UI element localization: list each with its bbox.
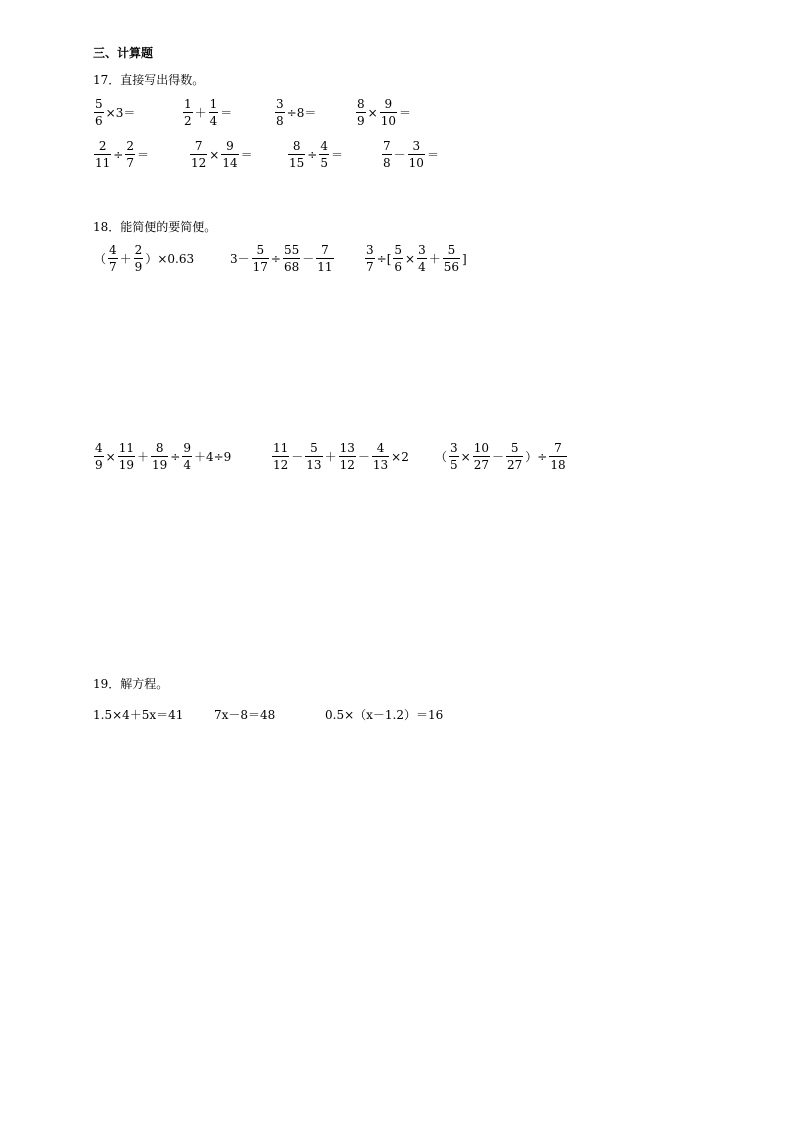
denominator: 12 <box>339 458 355 472</box>
operator: ＝ <box>220 105 233 120</box>
operator: ＋ <box>428 251 441 266</box>
fraction <box>94 140 111 169</box>
denominator: 7 <box>109 260 117 274</box>
operator: ＋ <box>136 449 149 464</box>
numerator: 10 <box>473 441 489 455</box>
numerator: 3 <box>412 139 421 153</box>
numerator: 3 <box>450 441 458 455</box>
fraction <box>506 442 523 471</box>
fraction <box>151 442 168 471</box>
numerator: 3 <box>276 97 284 111</box>
fraction <box>408 140 425 169</box>
numerator: 4 <box>109 243 117 257</box>
operator: ] <box>462 251 467 266</box>
numerator: 7 <box>554 441 562 455</box>
operator: ×3＝ <box>105 105 136 120</box>
fraction <box>221 140 238 169</box>
denominator: 10 <box>380 114 396 128</box>
fraction <box>443 244 460 273</box>
denominator: 13 <box>372 458 389 472</box>
q17-title: 17．直接写出得数。 <box>93 73 205 87</box>
fraction <box>393 244 403 273</box>
numerator: 2 <box>98 139 107 153</box>
operator: ×2 <box>391 449 409 464</box>
numerator: 11 <box>118 441 134 455</box>
operator: － <box>393 147 406 162</box>
fraction <box>382 140 392 169</box>
denominator: 56 <box>443 260 460 274</box>
numerator: 3 <box>418 243 426 257</box>
fraction <box>473 442 490 471</box>
operator: ）×0.63 <box>145 251 195 266</box>
denominator: 12 <box>191 156 207 170</box>
numerator: 4 <box>376 441 385 455</box>
denominator: 11 <box>317 260 333 274</box>
numerator: 5 <box>310 441 318 455</box>
operator: ＋4÷9 <box>193 449 232 464</box>
q17-expr-7 <box>287 140 344 169</box>
operator: ＋ <box>119 251 132 266</box>
denominator: 10 <box>408 156 424 170</box>
q17-expr-3 <box>274 98 317 127</box>
q17-expr-8 <box>381 140 440 169</box>
fraction <box>94 442 104 471</box>
denominator: 4 <box>183 458 191 472</box>
numerator: 11 <box>273 441 289 455</box>
q18-expr-3 <box>364 244 468 273</box>
numerator: 7 <box>321 243 329 257</box>
denominator: 27 <box>507 458 523 472</box>
q18-expr-4 <box>93 442 232 471</box>
equation-2: 7x－8＝48 <box>214 708 276 722</box>
fraction <box>190 140 207 169</box>
q17-expr-2 <box>182 98 233 127</box>
numerator: 5 <box>510 441 519 455</box>
fraction <box>372 442 389 471</box>
denominator: 6 <box>95 114 103 128</box>
q18-title: 18．能简便的要简便。 <box>93 220 217 234</box>
equation-3: 0.5×（x－1.2）＝16 <box>325 708 444 722</box>
operator: × <box>105 449 116 464</box>
denominator: 19 <box>118 458 134 472</box>
denominator: 15 <box>289 156 305 170</box>
fraction <box>134 244 144 273</box>
fraction <box>305 442 322 471</box>
q18-expr-2 <box>229 244 335 273</box>
operator: × <box>405 251 416 266</box>
operator: ÷ <box>113 147 124 162</box>
numerator: 8 <box>155 441 164 455</box>
operator: ÷ <box>170 449 181 464</box>
numerator: 9 <box>226 139 234 153</box>
operator: ＝ <box>398 105 411 120</box>
fraction <box>283 244 300 273</box>
denominator: 68 <box>283 260 300 274</box>
operator: － <box>357 449 370 464</box>
operator: × <box>460 449 471 464</box>
operator: ＋ <box>324 449 337 464</box>
numerator: 2 <box>134 243 143 257</box>
fraction <box>417 244 427 273</box>
operator: ÷8＝ <box>286 105 317 120</box>
operator: － <box>492 449 505 464</box>
numerator: 9 <box>384 97 393 111</box>
denominator: 9 <box>134 260 143 274</box>
q17-expr-6 <box>189 140 254 169</box>
fraction <box>118 442 135 471</box>
operator: （ <box>94 251 107 266</box>
q17-expr-1 <box>93 98 136 127</box>
fraction <box>183 98 193 127</box>
denominator: 6 <box>394 260 403 274</box>
numerator: 13 <box>339 441 355 455</box>
fraction <box>365 244 375 273</box>
q18-expr-6 <box>434 442 568 471</box>
numerator: 9 <box>183 441 191 455</box>
operator: ÷[ <box>376 251 392 266</box>
operator: ＝ <box>330 147 343 162</box>
fraction <box>339 442 356 471</box>
operator: 3－ <box>230 251 250 266</box>
denominator: 8 <box>276 114 284 128</box>
denominator: 14 <box>222 156 238 170</box>
numerator: 5 <box>95 97 103 111</box>
denominator: 8 <box>383 156 391 170</box>
denominator: 18 <box>550 458 566 472</box>
numerator: 5 <box>447 243 456 257</box>
denominator: 9 <box>95 458 103 472</box>
fraction <box>449 442 459 471</box>
operator: ＋ <box>194 105 207 120</box>
fraction <box>272 442 289 471</box>
denominator: 17 <box>252 260 268 274</box>
numerator: 4 <box>95 441 103 455</box>
q17-expr-5 <box>93 140 150 169</box>
denominator: 5 <box>320 156 328 170</box>
operator: ÷ <box>307 147 318 162</box>
fraction <box>108 244 118 273</box>
numerator: 1 <box>209 97 218 111</box>
equation-1: 1.5×4＋5x＝41 <box>93 708 184 722</box>
q18-expr-1 <box>93 244 195 273</box>
denominator: 4 <box>209 114 218 128</box>
fraction <box>319 140 329 169</box>
operator: ÷ <box>270 251 281 266</box>
denominator: 7 <box>126 156 134 170</box>
fraction <box>356 98 366 127</box>
operator: ＝ <box>136 147 149 162</box>
numerator: 7 <box>383 139 391 153</box>
fraction <box>125 140 135 169</box>
denominator: 5 <box>450 458 458 472</box>
q19-title: 19．解方程。 <box>93 677 169 691</box>
denominator: 12 <box>273 458 289 472</box>
denominator: 9 <box>357 114 365 128</box>
operator: ＝ <box>240 147 253 162</box>
numerator: 55 <box>283 243 300 257</box>
numerator: 5 <box>394 243 403 257</box>
q18-expr-5 <box>271 442 410 471</box>
fraction <box>549 442 566 471</box>
fraction <box>380 98 397 127</box>
denominator: 27 <box>473 458 489 472</box>
numerator: 8 <box>292 139 301 153</box>
operator: ＝ <box>426 147 439 162</box>
operator: － <box>302 251 315 266</box>
operator: × <box>367 105 378 120</box>
operator: （ <box>435 449 448 464</box>
numerator: 4 <box>320 139 328 153</box>
numerator: 3 <box>366 243 374 257</box>
section-title: 三、计算题 <box>93 46 154 60</box>
fraction <box>182 442 192 471</box>
operator: × <box>209 147 220 162</box>
fraction <box>288 140 305 169</box>
denominator: 19 <box>152 458 168 472</box>
numerator: 2 <box>126 139 134 153</box>
fraction <box>275 98 285 127</box>
denominator: 4 <box>418 260 426 274</box>
numerator: 1 <box>184 97 192 111</box>
q17-expr-4 <box>355 98 412 127</box>
denominator: 2 <box>184 114 192 128</box>
numerator: 7 <box>194 139 203 153</box>
operator: ）÷ <box>525 449 548 464</box>
numerator: 8 <box>357 97 365 111</box>
numerator: 5 <box>256 243 265 257</box>
fraction <box>252 244 269 273</box>
fraction <box>94 98 104 127</box>
fraction <box>316 244 333 273</box>
fraction <box>209 98 219 127</box>
operator: － <box>291 449 304 464</box>
denominator: 13 <box>306 458 322 472</box>
denominator: 7 <box>366 260 374 274</box>
denominator: 11 <box>95 156 111 170</box>
